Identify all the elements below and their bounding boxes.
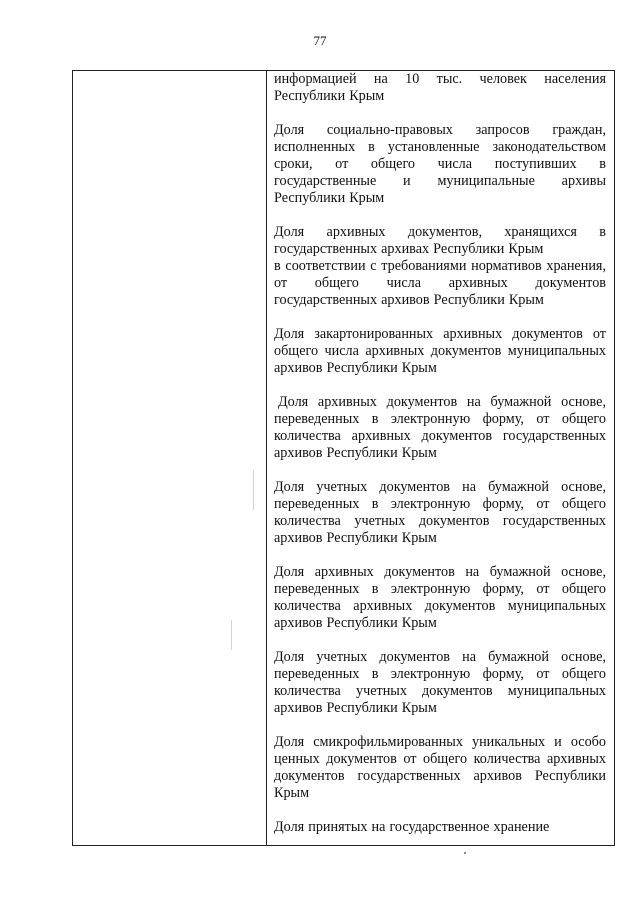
indicator-text: Доля архивных документов на бумажной основе, переведенных в электронную форму, от общего количества архивных документов государственных архивов Республики Крым — [274, 394, 606, 461]
indicator-text: Доля архивных документов, хранящихся в государственных архивах Республики Крым — [274, 224, 606, 257]
indicator-text: информацией на 10 тыс. человек населения Республики Крым — [274, 71, 606, 104]
indicator-text: Доля смикрофильмированных уникальных и особо ценных документов от общего количества архивных документов государственных архивов Республики Крым — [274, 734, 606, 801]
scan-artifact — [231, 620, 232, 650]
indicators-table — [72, 70, 615, 846]
scan-artifact — [253, 470, 254, 510]
indicator-text: Доля архивных документов на бумажной основе, переведенных в электронную форму, от общего количества архивных документов муниципальных архивов Республики Крым — [274, 564, 606, 631]
page-number: 77 — [313, 33, 327, 48]
table-left-column — [73, 71, 267, 845]
scan-artifact — [464, 852, 466, 854]
indicator-text: Доля закартонированных архивных документов от общего числа архивных документов муниципальных архивов Республики Крым — [274, 326, 606, 376]
indicator-text: Доля учетных документов на бумажной основе, переведенных в электронную форму, от общего количества учетных документов государственных архивов Республики Крым — [274, 479, 606, 546]
indicator-text: Доля социально-правовых запросов граждан, исполненных в установленные законодательством сроки, от общего числа поступивших в государственные и муниципальные архивы Республики Крым — [274, 122, 606, 206]
indicator-text: в соответствии с требованиями нормативов хранения, от общего числа архивных документов государственных архивов Республики Крым — [274, 258, 606, 308]
indicator-text: Доля учетных документов на бумажной основе, переведенных в электронную форму, от общего количества учетных документов муниципальных архивов Республики Крым — [274, 649, 606, 716]
table-right-column — [267, 71, 614, 845]
indicator-text: Доля принятых на государственное хранение — [274, 819, 550, 835]
